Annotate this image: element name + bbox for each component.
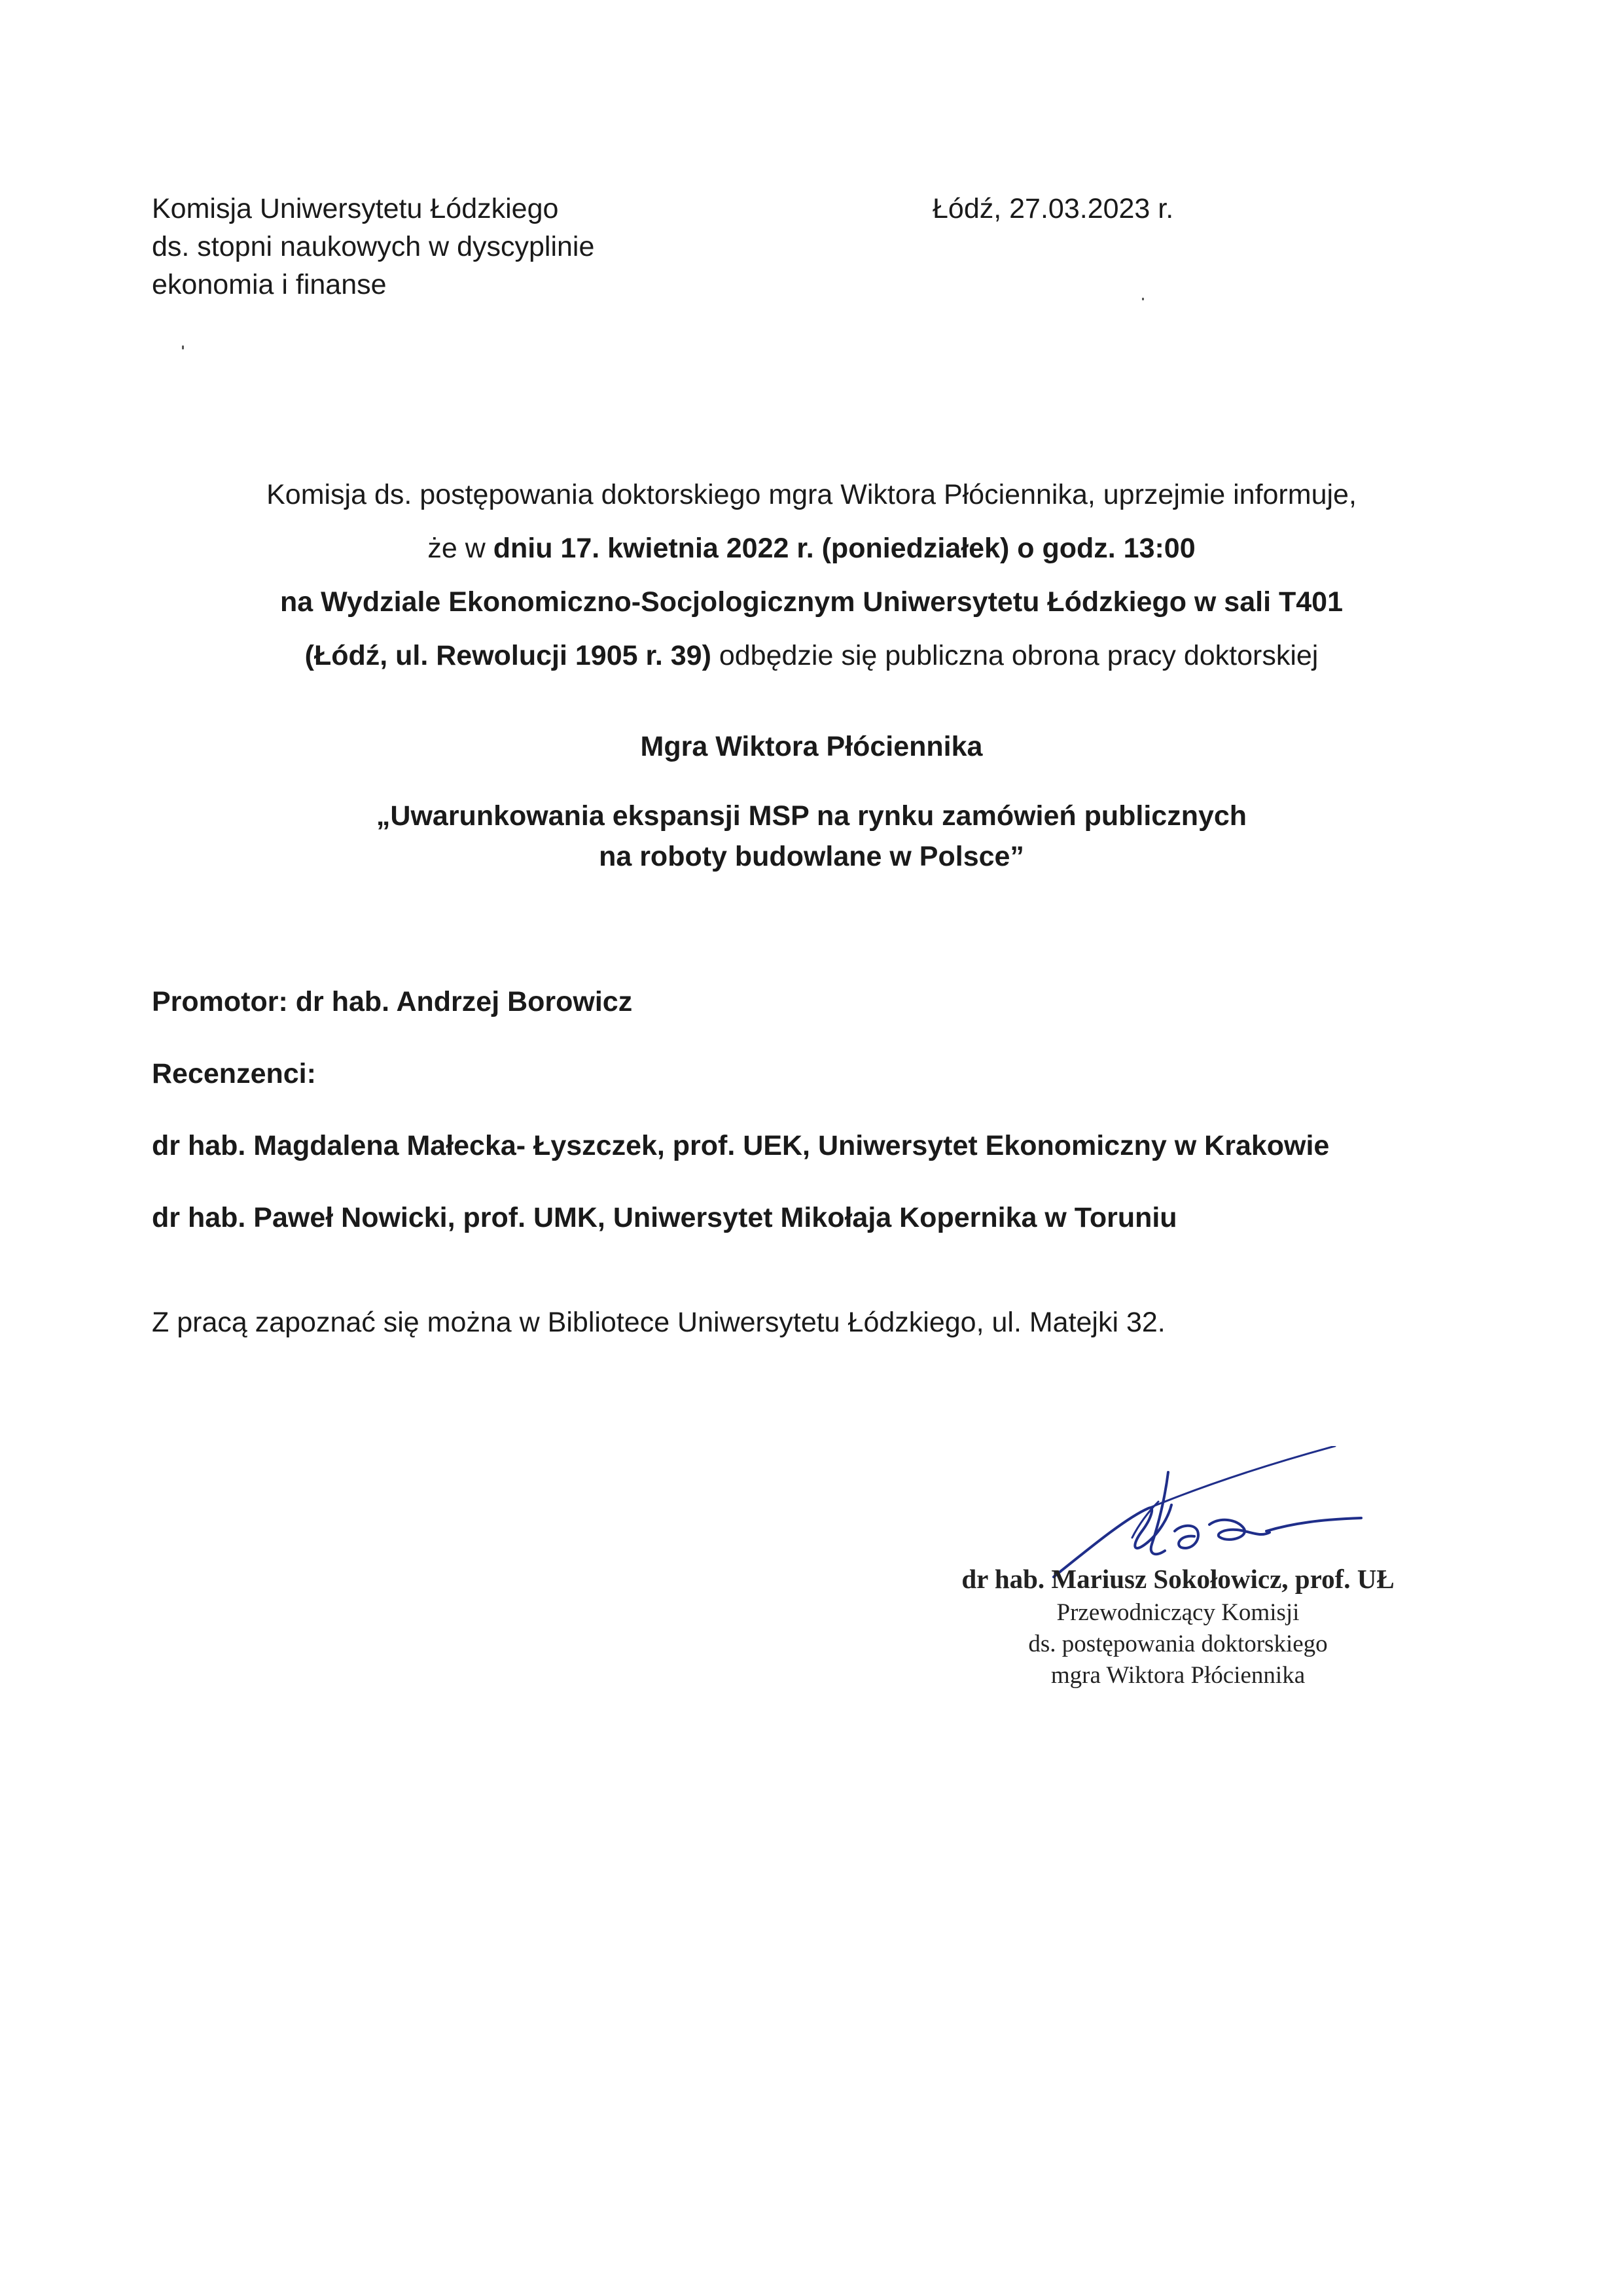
signatory-role-2: ds. postępowania doktorskiego [1028, 1631, 1328, 1657]
defense-venue: na Wydziale Ekonomiczno-Socjologicznym Uniwersytetu Łódzkiego w sali T401 [280, 586, 1343, 618]
reviewers-heading: Recenzenci: [152, 1058, 316, 1089]
candidate-name: Mgra Wiktora Płóciennika [640, 731, 983, 762]
thesis-title-line-2: na roboty budowlane w Polsce” [599, 841, 1024, 872]
signatory-role-3: mgra Wiktora Płóciennika [1050, 1662, 1306, 1689]
defense-address: (Łódź, ul. Rewolucji 1905 r. 39) [304, 640, 711, 671]
reviewer-2: dr hab. Paweł Nowicki, prof. UMK, Uniwersytet Mikołaja Kopernika w Toruniu [152, 1202, 1177, 1233]
scan-speck [1142, 298, 1144, 300]
defense-date-time: dniu 17. kwietnia 2022 r. (poniedziałek) o godz. 13:00 [493, 533, 1196, 564]
library-note: Z pracą zapoznać się można w Bibliotece Uniwersytetu Łódzkiego, ul. Matejki 32. [152, 1307, 1166, 1338]
institution-line-1: Komisja Uniwersytetu Łódzkiego [152, 193, 559, 224]
announcement-line-2: że w dniu 17. kwietnia 2022 r. (poniedziałek) o godz. 13:00 [427, 533, 1196, 564]
institution-line-3: ekonomia i finanse [152, 269, 387, 300]
promotor: Promotor: dr hab. Andrzej Borowicz [152, 986, 633, 1017]
announcement-line-3 [152, 586, 1471, 618]
signatory-name: dr hab. Mariusz Sokołowicz, prof. UŁ [961, 1564, 1395, 1594]
reviewer-1: dr hab. Magdalena Małecka- Łyszczek, prof. UEK, Uniwersytet Ekonomiczny w Krakowie [152, 1130, 1330, 1161]
signature-strokes [1054, 1446, 1361, 1577]
signatory-role-1: Przewodniczący Komisji [1056, 1599, 1300, 1626]
thesis-title-line-1: „Uwarunkowania ekspansji MSP na rynku zamówień publicznych [376, 800, 1247, 832]
place-date: Łódź, 27.03.2023 r. [933, 193, 1174, 224]
institution-block [152, 190, 594, 304]
signatory-block [916, 1561, 1440, 1691]
announcement-line-4: (Łódź, ul. Rewolucji 1905 r. 39) odbędzie się publiczna obrona pracy doktorskiej [304, 640, 1319, 671]
announcement-line-1: Komisja ds. postępowania doktorskiego mgra Wiktora Płóciennika, uprzejmie informuje, [266, 479, 1357, 510]
scan-speck [182, 345, 184, 349]
institution-line-2: ds. stopni naukowych w dyscyplinie [152, 231, 595, 262]
